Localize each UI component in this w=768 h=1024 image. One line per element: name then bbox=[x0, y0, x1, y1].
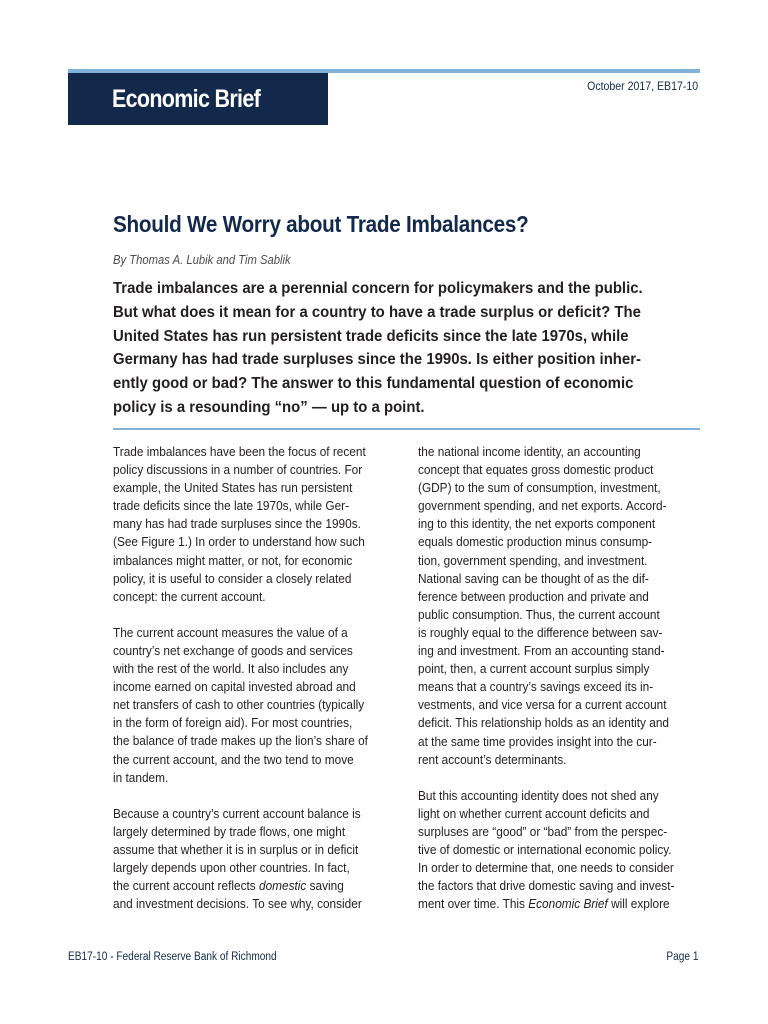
body-line: the current account, and the two tend to move bbox=[113, 751, 354, 767]
lede-line: But what does it mean for a country to have a trade surplus or deficit? The bbox=[113, 303, 641, 321]
body-line: point, then, a current account surplus simply bbox=[418, 661, 650, 677]
body-line: ing to this identity, the net exports component bbox=[418, 516, 656, 532]
body-line: vestments, and vice versa for a current account bbox=[418, 697, 667, 713]
body-column-right bbox=[418, 443, 691, 931]
body-line: deficit. This relationship holds as an identity and bbox=[418, 715, 669, 731]
issue-date: October 2017, EB17-10 bbox=[587, 79, 698, 93]
text-run: saving bbox=[306, 878, 344, 894]
body-line: surpluses are “good” or “bad” from the perspec- bbox=[418, 823, 668, 839]
body-line: Because a country’s current account balance is bbox=[113, 805, 361, 821]
body-line: Trade imbalances have been the focus of recent bbox=[113, 444, 366, 459]
body-line: (GDP) to the sum of consumption, investment, bbox=[418, 480, 661, 496]
body-line: concept: the current account. bbox=[113, 588, 266, 604]
emphasis-domestic: domestic bbox=[258, 878, 307, 894]
body-line: imbalances might matter, or not, for economic bbox=[113, 552, 353, 568]
article-title: Should We Worry about Trade Imbalances? bbox=[113, 211, 529, 237]
body-line: example, the United States has run persistent bbox=[113, 480, 353, 496]
body-line: concept that equates gross domestic product bbox=[418, 462, 654, 478]
section-divider bbox=[113, 428, 700, 430]
publication-title: Economic Brief bbox=[112, 85, 261, 113]
lede-line: Germany has had trade surpluses since the 1990s. Is either position inher- bbox=[113, 351, 641, 369]
body-paragraph bbox=[418, 443, 691, 769]
text-run: the current account reflects bbox=[113, 878, 259, 894]
body-line: In order to determine that, one needs to consider bbox=[418, 860, 674, 876]
body-line: rent account’s determinants. bbox=[418, 751, 567, 767]
body-line: largely determined by trade flows, one might bbox=[113, 823, 346, 839]
body-column-left bbox=[113, 443, 386, 931]
body-line bbox=[418, 895, 691, 913]
body-line: assume that whether it is in surplus or in deficit bbox=[113, 841, 359, 857]
byline: By Thomas A. Lubik and Tim Sablik bbox=[113, 253, 291, 267]
body-line: ference between production and private and bbox=[418, 588, 649, 604]
body-line: in tandem. bbox=[113, 769, 169, 785]
body-line: means that a country’s savings exceed its in- bbox=[418, 679, 654, 695]
body-line: policy discussions in a number of countries. For bbox=[113, 462, 363, 478]
body-line: the factors that drive domestic saving and invest- bbox=[418, 878, 675, 894]
body-line: light on whether current account deficits and bbox=[418, 805, 650, 821]
body-paragraph bbox=[113, 624, 386, 787]
body-line: government spending, and net exports. Accord- bbox=[418, 498, 667, 514]
body-paragraph bbox=[418, 787, 691, 914]
body-line: country’s net exchange of goods and services bbox=[113, 642, 353, 658]
page-number: Page 1 bbox=[665, 951, 698, 963]
body-line: is roughly equal to the difference between sav- bbox=[418, 624, 663, 640]
body-line: many has had trade surpluses since the 1990s. bbox=[113, 516, 361, 532]
body-paragraph bbox=[113, 805, 386, 914]
body-line: income earned on capital invested abroad and bbox=[113, 679, 356, 695]
body-line: net transfers of cash to other countries (typically bbox=[113, 697, 365, 713]
body-line: ing and investment. From an accounting stand- bbox=[418, 643, 665, 659]
footer-publication-info: EB17-10 - Federal Reserve Bank of Richmond bbox=[68, 951, 277, 963]
body-line: the balance of trade makes up the lion’s share of bbox=[113, 733, 368, 749]
body-line: (See Figure 1.) In order to understand how such bbox=[113, 534, 365, 550]
body-line: with the rest of the world. It also includes any bbox=[113, 661, 349, 677]
body-line: equals domestic production minus consump- bbox=[418, 534, 653, 550]
emphasis-economic-brief: Economic Brief bbox=[528, 896, 608, 912]
body-paragraph bbox=[113, 443, 386, 606]
body-line: The current account measures the value of a bbox=[113, 624, 348, 640]
body-line: trade deficits since the late 1970s, while Ger- bbox=[113, 498, 350, 514]
lede-line: ently good or bad? The answer to this fundamental question of economic bbox=[113, 375, 634, 393]
body-line: public consumption. Thus, the current account bbox=[418, 606, 660, 622]
body-line: tive of domestic or international economic policy. bbox=[418, 841, 672, 857]
text-run: ment over time. This bbox=[418, 896, 529, 912]
body-line: National saving can be thought of as the dif- bbox=[418, 570, 649, 586]
body-line: and investment decisions. To see why, consider bbox=[113, 896, 362, 912]
body-line: policy, it is useful to consider a closely related bbox=[113, 570, 352, 586]
lede-line: United States has run persistent trade deficits since the late 1970s, while bbox=[113, 327, 629, 345]
body-line: largely depends upon other countries. In fact, bbox=[113, 859, 350, 875]
text-run: will explore bbox=[607, 896, 670, 912]
lede-line: Trade imbalances are a perennial concern for policymakers and the public. bbox=[113, 280, 643, 297]
body-line: tion, government spending, and investment. bbox=[418, 552, 648, 568]
body-line: in the form of foreign aid). For most countries, bbox=[113, 715, 353, 731]
body-line bbox=[113, 877, 386, 895]
body-line: at the same time provides insight into the cur- bbox=[418, 733, 657, 749]
body-line: But this accounting identity does not shed any bbox=[418, 787, 659, 803]
masthead-banner bbox=[68, 73, 328, 125]
lede-line: policy is a resounding “no” — up to a point. bbox=[113, 398, 425, 416]
body-line: the national income identity, an accounting bbox=[418, 444, 641, 459]
lede-summary bbox=[113, 277, 698, 420]
